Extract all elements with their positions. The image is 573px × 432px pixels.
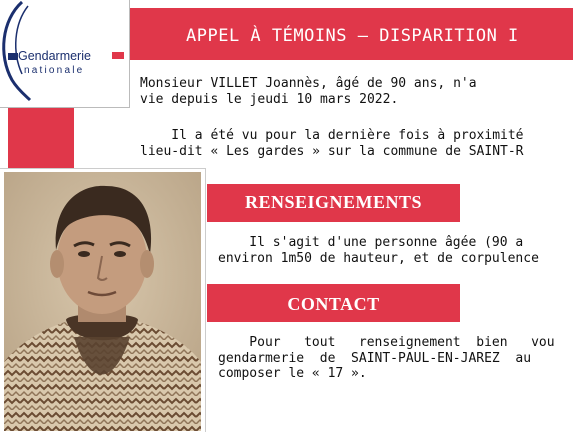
intro-line: Il a été vu pour la dernière fois à proximité — [140, 128, 524, 143]
logo-subtitle: nationale — [24, 65, 85, 76]
contact-paragraph — [218, 335, 555, 382]
logo-flag-blue — [8, 53, 18, 60]
logo-name: Gendarmerie — [18, 49, 91, 63]
intro-line: lieu-dit « Les gardes » sur la commune de SAINT-R — [140, 143, 524, 159]
gendarmerie-logo — [0, 0, 130, 108]
section-title-contact: CONTACT — [287, 294, 380, 314]
intro-line: Monsieur VILLET Joannès, âgé de 90 ans, n'a — [140, 76, 477, 91]
renseignements-line: environ 1m50 de hauteur, et de corpulence — [218, 250, 539, 266]
contact-line: gendarmerie de SAINT-PAUL-EN-JAREZ au — [218, 350, 532, 366]
intro-paragraph-1 — [140, 76, 477, 107]
renseignements-line: Il s'agit d'une personne âgée (90 a — [218, 235, 524, 250]
contact-line: Pour tout renseignement bien vou — [218, 335, 555, 350]
page-title: APPEL À TÉMOINS – DISPARITION I — [186, 26, 519, 46]
logo-flag-red — [112, 52, 124, 59]
intro-line: vie depuis le jeudi 10 mars 2022. — [140, 91, 399, 107]
renseignements-paragraph — [218, 235, 539, 266]
portrait-photo — [4, 172, 201, 431]
contact-line: composer le « 17 ». — [218, 366, 367, 381]
section-title-renseignements: RENSEIGNEMENTS — [244, 192, 423, 212]
intro-paragraph-2 — [140, 128, 524, 159]
